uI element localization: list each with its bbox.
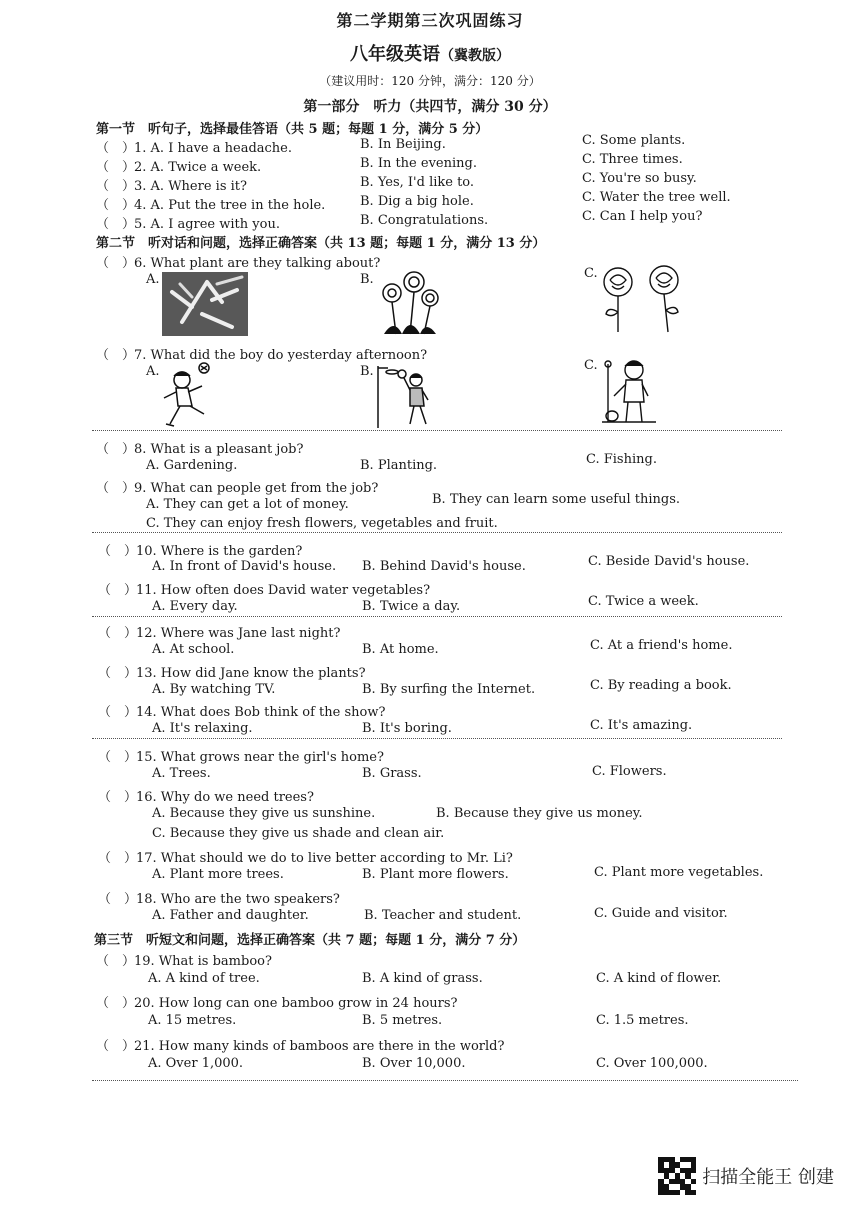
question-text: 12. Where was Jane last night? — [136, 626, 341, 641]
question-14 — [98, 701, 385, 720]
q15-option-a: A. Trees. — [152, 766, 211, 781]
bamboo-leaves-photo — [162, 272, 248, 336]
answer-blank[interactable]: （ ） — [96, 198, 136, 213]
q16-option-c: C. Because they give us shade and clean air. — [152, 826, 445, 841]
q4-option-c: C. Water the tree well. — [582, 190, 731, 205]
watermark-text: 扫描全能王 创建 — [702, 1167, 834, 1188]
q2-option-b: B. In the evening. — [360, 156, 477, 171]
question-11 — [98, 579, 430, 598]
question-text: 8. What is a pleasant job? — [134, 442, 304, 457]
part-title: 第一部分 听力（共四节，满分 30 分） — [303, 99, 557, 115]
q21-option-a: A. Over 1,000. — [148, 1056, 244, 1071]
question-text: 6. What plant are they talking about? — [134, 256, 381, 271]
exam-subtitle-row — [0, 40, 860, 66]
divider — [92, 430, 782, 431]
question-3 — [96, 175, 247, 194]
q9-option-a: A. They can get a lot of money. — [146, 497, 349, 512]
q15-option-b: B. Grass. — [362, 766, 422, 781]
q2-option-c: C. Three times. — [582, 152, 683, 167]
q7-option-a: A. — [146, 364, 160, 379]
question-6 — [96, 252, 380, 271]
answer-blank[interactable]: （ ） — [96, 160, 136, 175]
question-text: 19. What is bamboo? — [134, 954, 272, 969]
answer-blank[interactable]: （ ） — [98, 750, 138, 765]
question-21 — [96, 1035, 504, 1054]
exam-title: 第二学期第三次巩固练习 — [336, 11, 524, 30]
section-1-heading: 第一节 听句子，选择最佳答语（共 5 题；每题 1 分，满分 5 分） — [96, 122, 489, 137]
q21-option-b: B. Over 10,000. — [362, 1056, 466, 1071]
q1-option-b: B. In Beijing. — [360, 137, 446, 152]
q11-option-c: C. Twice a week. — [588, 594, 699, 609]
answer-blank[interactable]: （ ） — [96, 217, 136, 232]
question-text: 16. Why do we need trees? — [136, 790, 314, 805]
q19-option-b: B. A kind of grass. — [362, 971, 483, 986]
question-13 — [98, 662, 366, 681]
question-17 — [98, 847, 513, 866]
q7-option-b: B. — [360, 364, 374, 379]
answer-blank[interactable]: （ ） — [98, 705, 138, 720]
q17-option-a: A. Plant more trees. — [152, 867, 284, 882]
divider — [92, 738, 782, 739]
question-15 — [98, 746, 384, 765]
answer-blank[interactable]: （ ） — [98, 666, 138, 681]
q8-option-a: A. Gardening. — [146, 458, 238, 473]
sunflowers-drawing — [374, 268, 444, 338]
question-text: 14. What does Bob think of the show? — [136, 705, 386, 720]
q13-option-c: C. By reading a book. — [590, 678, 732, 693]
question-19 — [96, 950, 272, 969]
option-a: 5. A. I agree with you. — [134, 217, 280, 232]
answer-blank[interactable]: （ ） — [96, 141, 136, 156]
question-1 — [96, 137, 292, 156]
q19-option-c: C. A kind of flower. — [596, 971, 722, 986]
q14-option-b: B. It's boring. — [362, 721, 452, 736]
q16-option-a: A. Because they give us sunshine. — [152, 806, 376, 821]
q14-option-a: A. It's relaxing. — [152, 721, 253, 736]
q13-option-a: A. By watching TV. — [152, 682, 276, 697]
q9-option-b: B. They can learn some useful things. — [432, 492, 681, 507]
divider — [92, 532, 782, 533]
question-8 — [96, 438, 303, 457]
q6-option-a: A. — [146, 272, 160, 287]
question-text: 20. How long can one bamboo grow in 24 hours? — [134, 996, 458, 1011]
q10-option-a: A. In front of David's house. — [152, 559, 337, 574]
q8-option-b: B. Planting. — [360, 458, 438, 473]
q18-option-c: C. Guide and visitor. — [594, 906, 728, 921]
question-16 — [98, 786, 314, 805]
question-4 — [96, 194, 325, 213]
q12-option-c: C. At a friend's home. — [590, 638, 733, 653]
q5-option-c: C. Can I help you? — [582, 209, 703, 224]
answer-blank[interactable]: （ ） — [98, 626, 138, 641]
q20-option-a: A. 15 metres. — [148, 1013, 237, 1028]
question-text: 9. What can people get from the job? — [134, 481, 379, 496]
answer-blank[interactable]: （ ） — [96, 954, 136, 969]
question-text: 21. How many kinds of bamboos are there in the world? — [134, 1039, 505, 1054]
question-2 — [96, 156, 261, 175]
q18-option-a: A. Father and daughter. — [152, 908, 309, 923]
q16-option-b: B. Because they give us money. — [436, 806, 643, 821]
q3-option-c: C. You're so busy. — [582, 171, 697, 186]
q12-option-b: B. At home. — [362, 642, 439, 657]
answer-blank[interactable]: （ ） — [96, 1039, 136, 1054]
q4-option-b: B. Dig a big hole. — [360, 194, 474, 209]
option-a: 3. A. Where is it? — [134, 179, 247, 194]
option-a: 1. A. I have a headache. — [134, 141, 292, 156]
question-text: 13. How did Jane know the plants? — [136, 666, 366, 681]
question-18 — [98, 888, 340, 907]
boy-playing-basketball-drawing — [372, 362, 436, 430]
answer-blank[interactable]: （ ） — [98, 544, 138, 559]
q8-option-c: C. Fishing. — [586, 452, 657, 467]
question-text: 15. What grows near the girl's home? — [136, 750, 384, 765]
answer-blank[interactable]: （ ） — [98, 790, 138, 805]
exam-edition: （冀教版） — [440, 48, 510, 64]
q6-option-b: B. — [360, 272, 374, 287]
answer-blank[interactable]: （ ） — [96, 348, 136, 363]
question-text: 18. Who are the two speakers? — [136, 892, 340, 907]
q10-option-c: C. Beside David's house. — [588, 554, 750, 569]
q20-option-b: B. 5 metres. — [362, 1013, 443, 1028]
q11-option-b: B. Twice a day. — [362, 599, 461, 614]
q5-option-b: B. Congratulations. — [360, 213, 489, 228]
roses-drawing — [598, 262, 688, 334]
question-text: 11. How often does David water vegetables? — [136, 583, 431, 598]
q20-option-c: C. 1.5 metres. — [596, 1013, 689, 1028]
answer-blank[interactable]: （ ） — [96, 996, 136, 1011]
scanner-watermark — [658, 1157, 834, 1195]
divider — [92, 616, 782, 617]
q9-option-c: C. They can enjoy fresh flowers, vegetables and fruit. — [146, 516, 498, 531]
question-9 — [96, 477, 378, 496]
q21-option-c: C. Over 100,000. — [596, 1056, 708, 1071]
question-text: 7. What did the boy do yesterday afternoon? — [134, 348, 428, 363]
boy-gardening-drawing — [598, 356, 660, 428]
question-text: 17. What should we do to live better according to Mr. Li? — [136, 851, 513, 866]
answer-blank[interactable]: （ ） — [98, 892, 138, 907]
boy-playing-football-drawing — [158, 362, 214, 430]
section-2-heading: 第二节 听对话和问题，选择正确答案（共 13 题；每题 1 分，满分 13 分） — [96, 236, 546, 251]
answer-blank[interactable]: （ ） — [96, 442, 136, 457]
q14-option-c: C. It's amazing. — [590, 718, 693, 733]
option-a: 4. A. Put the tree in the hole. — [134, 198, 326, 213]
section-3-heading: 第三节 听短文和问题，选择正确答案（共 7 题；每题 1 分，满分 7 分） — [94, 933, 526, 948]
q6-option-c: C. — [584, 266, 598, 281]
q7-option-c: C. — [584, 358, 598, 373]
divider — [92, 1080, 798, 1081]
q18-option-b: B. Teacher and student. — [364, 908, 522, 923]
answer-blank[interactable]: （ ） — [96, 481, 136, 496]
qr-code-icon — [658, 1157, 696, 1195]
question-text: 10. Where is the garden? — [136, 544, 303, 559]
exam-subtitle: 八年级英语 — [350, 44, 440, 65]
question-7 — [96, 344, 427, 363]
q17-option-c: C. Plant more vegetables. — [594, 865, 764, 880]
option-a: 2. A. Twice a week. — [134, 160, 262, 175]
q12-option-a: A. At school. — [152, 642, 235, 657]
q17-option-b: B. Plant more flowers. — [362, 867, 509, 882]
q1-option-c: C. Some plants. — [582, 133, 686, 148]
question-5 — [96, 213, 280, 232]
answer-blank[interactable]: （ ） — [96, 256, 136, 271]
time-note: （建议用时：120 分钟，满分：120 分） — [319, 74, 541, 88]
answer-blank[interactable]: （ ） — [96, 179, 136, 194]
q3-option-b: B. Yes, I'd like to. — [360, 175, 475, 190]
answer-blank[interactable]: （ ） — [98, 583, 138, 598]
answer-blank[interactable]: （ ） — [98, 851, 138, 866]
question-10 — [98, 540, 302, 559]
q19-option-a: A. A kind of tree. — [148, 971, 260, 986]
q13-option-b: B. By surfing the Internet. — [362, 682, 536, 697]
question-12 — [98, 622, 340, 641]
q11-option-a: A. Every day. — [152, 599, 238, 614]
q10-option-b: B. Behind David's house. — [362, 559, 526, 574]
q15-option-c: C. Flowers. — [592, 764, 667, 779]
question-20 — [96, 992, 458, 1011]
